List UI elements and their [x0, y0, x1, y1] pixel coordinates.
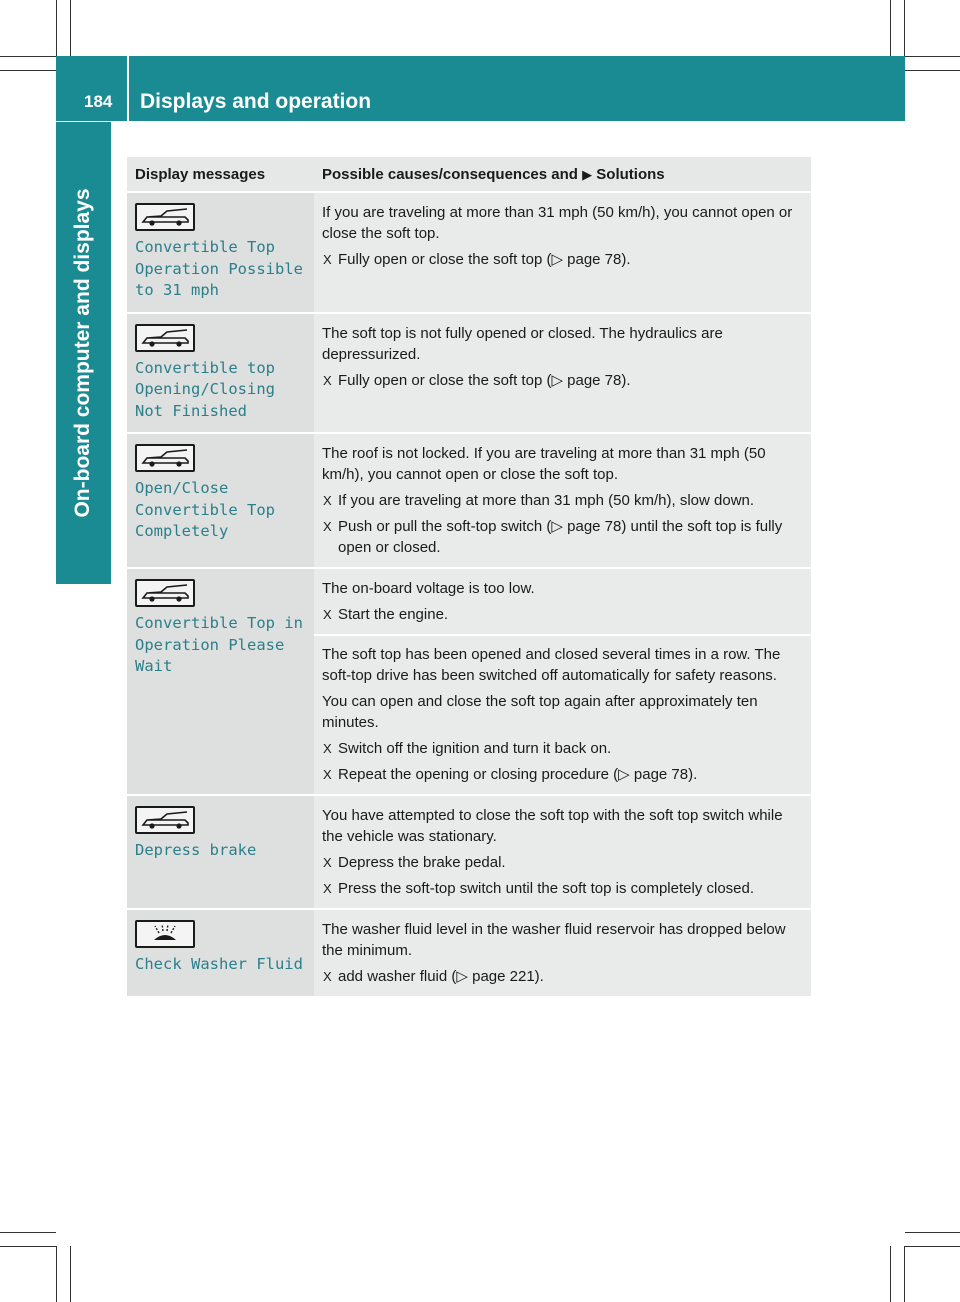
crop-mark [905, 1246, 960, 1247]
table-row [127, 796, 811, 908]
step-item [322, 852, 804, 873]
convertible-car-icon [135, 324, 195, 352]
step-marker-icon: X [323, 519, 332, 534]
crop-mark [0, 70, 56, 71]
step-marker-icon: X [323, 969, 332, 984]
crop-mark [0, 1232, 56, 1233]
step-text: Depress the brake pedal. [338, 854, 506, 871]
solution-cell [314, 569, 811, 634]
solution-cell [314, 636, 811, 794]
step-text: Switch off the ignition and turn it back on. [338, 740, 612, 757]
table-row [127, 314, 811, 433]
step-text: add washer fluid (▷ page 221). [338, 968, 544, 985]
display-messages-table [127, 155, 811, 998]
step-item [322, 764, 804, 785]
step-text: Fully open or close the soft top (▷ page 78). [338, 371, 631, 389]
col-solutions-a: Possible causes/consequences and [322, 165, 578, 183]
arrow-icon: ▶ [582, 166, 593, 182]
crop-mark [70, 0, 71, 56]
crop-mark [905, 70, 960, 71]
convertible-car-icon [135, 806, 195, 834]
display-message-cell [127, 569, 314, 794]
side-tab-label: On-board computer and displays [71, 188, 94, 518]
step-item [322, 516, 804, 558]
step-item [322, 604, 804, 625]
cause-text: The soft top is not fully opened or closed. The hydraulics are depressurized. [322, 324, 723, 363]
display-message-cell [127, 910, 314, 996]
crop-mark [890, 1246, 891, 1302]
display-text: Convertible top Opening/Closing Not Finished [135, 358, 275, 420]
display-text: Depress brake [135, 841, 257, 859]
display-message-cell [127, 434, 314, 567]
cause-text: The on-board voltage is too low. [322, 580, 535, 597]
table-row [127, 910, 811, 996]
cause-text: The washer fluid level in the washer fluid reservoir has dropped below the minimum. [322, 921, 786, 959]
step-text: Fully open or close the soft top (▷ page 78). [338, 251, 631, 268]
step-marker-icon: X [323, 493, 332, 508]
step-item [322, 490, 804, 511]
cause-text: You can open and close the soft top again after approximately ten minutes. [322, 693, 758, 731]
display-message-cell [127, 314, 314, 433]
convertible-car-icon [135, 444, 195, 472]
step-marker-icon: X [323, 881, 332, 896]
crop-mark [56, 0, 57, 56]
step-marker-icon: X [323, 372, 332, 388]
step-marker-icon: X [323, 767, 332, 782]
cause-text: You have attempted to close the soft top with the soft top switch while the vehicle was stationary. [322, 807, 783, 845]
page-number: 184 [84, 92, 113, 111]
table-header-row [127, 157, 811, 191]
step-text: Press the soft-top switch until the soft top is completely closed. [338, 880, 755, 897]
table-row [127, 434, 811, 567]
crop-mark [904, 0, 905, 56]
cause-text: If you are traveling at more than 31 mph (50 km/h), you cannot open or close the soft top. [322, 204, 793, 242]
col-solutions [314, 157, 811, 191]
convertible-car-icon [135, 579, 195, 607]
cause-text: The roof is not locked. If you are traveling at more than 31 mph (50 km/h), you cannot open or close the soft top. [322, 445, 766, 483]
crop-mark [70, 1246, 71, 1302]
crop-mark [0, 1246, 56, 1247]
col-solutions-b: Solutions [596, 165, 665, 183]
step-item [322, 249, 804, 270]
display-text: Open/Close Convertible Top Completely [135, 479, 275, 540]
crop-mark [56, 1246, 57, 1302]
step-marker-icon: X [323, 252, 332, 267]
washer-fluid-icon [135, 920, 195, 948]
solution-cell [314, 910, 811, 996]
step-item [322, 738, 804, 759]
col-display-messages: Display messages [127, 157, 314, 191]
cause-text: The soft top has been opened and closed several times in a row. The soft-top drive has been switched off automatically for safety reasons. [322, 646, 781, 684]
step-item [322, 370, 804, 391]
display-text: Convertible Top Operation Possible to 31 mph [135, 238, 303, 299]
solution-cell [314, 193, 811, 312]
solution-cell [314, 796, 811, 908]
step-item [322, 878, 804, 899]
display-message-cell [127, 796, 314, 908]
table-row [127, 569, 811, 634]
display-text: Check Washer Fluid [135, 955, 303, 973]
step-text: Push or pull the soft-top switch (▷ page 78) until the soft top is fully open or closed. [338, 518, 783, 556]
crop-mark [905, 56, 960, 57]
step-marker-icon: X [323, 607, 332, 622]
table-row [127, 193, 811, 312]
crop-mark [904, 1246, 905, 1302]
step-marker-icon: X [323, 855, 332, 870]
solution-cell [314, 434, 811, 567]
convertible-car-icon [135, 203, 195, 231]
step-item [322, 966, 804, 987]
header-separator [127, 56, 129, 121]
display-message-cell [127, 193, 314, 312]
step-text: If you are traveling at more than 31 mph (50 km/h), slow down. [338, 492, 755, 509]
step-text: Start the engine. [338, 606, 449, 623]
solution-cell [314, 314, 811, 433]
crop-mark [0, 56, 56, 57]
crop-mark [905, 1232, 960, 1233]
section-title: Displays and operation [140, 90, 372, 113]
display-text: Convertible Top in Operation Please Wait [135, 614, 303, 675]
step-marker-icon: X [323, 741, 332, 756]
step-text: Repeat the opening or closing procedure (▷ page 78). [338, 766, 698, 783]
crop-mark [890, 0, 891, 56]
